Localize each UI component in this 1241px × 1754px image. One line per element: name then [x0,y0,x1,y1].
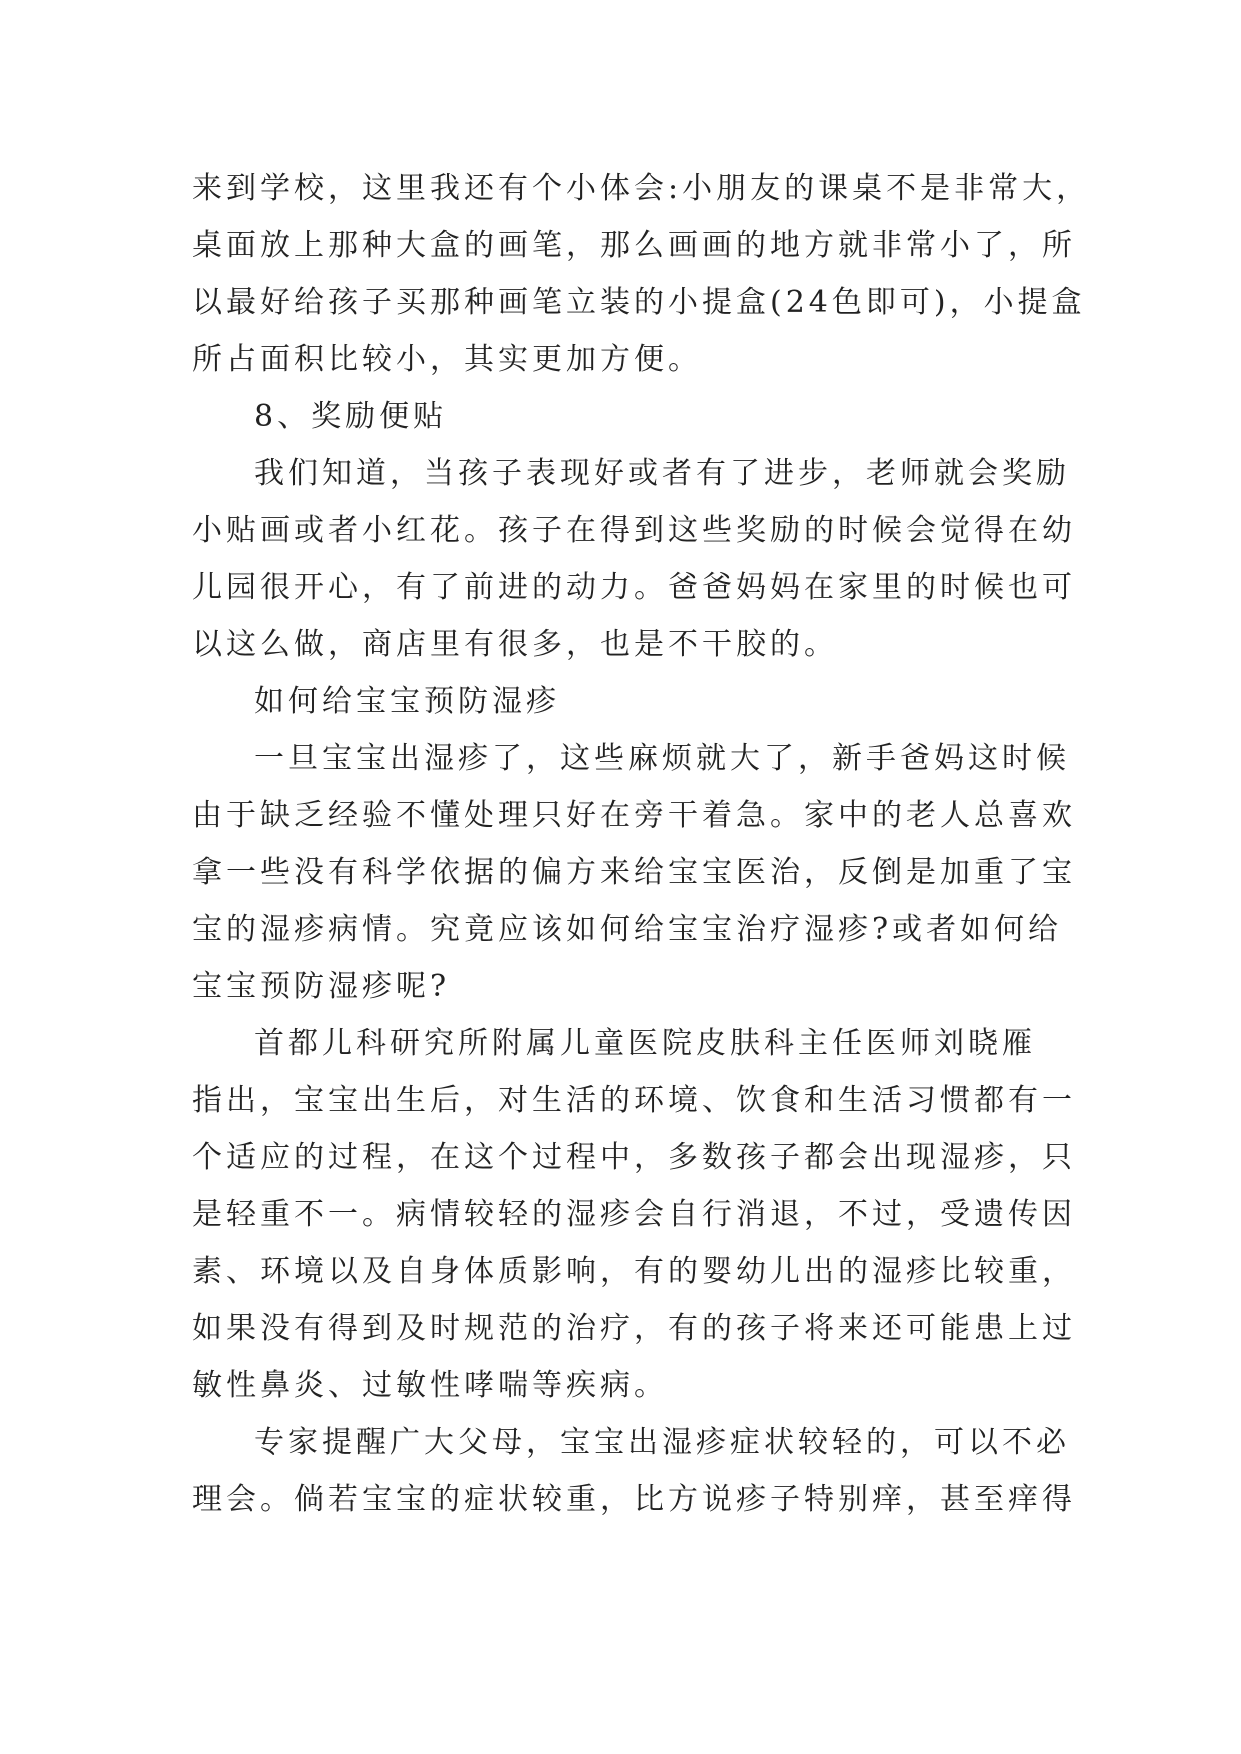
text-line: 拿一些没有科学依据的偏方来给宝宝医治，反倒是加重了宝 [192,855,1076,890]
paragraph-expert-reminder [192,1414,1076,1528]
text-line: 是轻重不一。病情较轻的湿疹会自行消退，不过，受遗传因 [192,1197,1076,1232]
paragraph-eczema-intro [192,730,1076,1015]
text-line: 专家提醒广大父母，宝宝出湿疹症状较轻的，可以不必 [254,1425,1070,1460]
text-line: 小贴画或者小红花。孩子在得到这些奖励的时候会觉得在幼 [192,513,1076,548]
text-line: 个适应的过程，在这个过程中，多数孩子都会出现湿疹，只 [192,1140,1076,1175]
text-line: 由于缺乏经验不懂处理只好在旁干着急。家中的老人总喜欢 [192,798,1076,833]
paragraph-school-desk [192,160,1091,388]
text-line: 宝宝预防湿疹呢? [192,969,451,1004]
paragraph-rewards [192,445,1076,673]
heading-reward-stickers [192,388,1052,445]
text-line: 来到学校，这里我还有个小体会:小朋友的课桌不是非常大， [192,171,1091,206]
paragraph-doctor-advice [192,1015,1076,1414]
text-line: 所占面积比较小，其实更加方便。 [192,342,702,377]
text-line: 一旦宝宝出湿疹了，这些麻烦就大了，新手爸妈这时候 [254,741,1070,776]
document-body [192,160,1091,1528]
text-line: 指出，宝宝出生后，对生活的环境、饮食和生活习惯都有一 [192,1083,1076,1118]
section-heading: 如何给宝宝预防湿疹 [254,684,560,719]
text-line: 宝的湿疹病情。究竟应该如何给宝宝治疗湿疹?或者如何给 [192,912,1063,947]
text-line: 以最好给孩子买那种画笔立装的小提盒(24色即可)，小提盒 [192,285,1086,320]
text-line: 理会。倘若宝宝的症状较重，比方说疹子特别痒，甚至痒得 [192,1482,1076,1517]
text-line: 如果没有得到及时规范的治疗，有的孩子将来还可能患上过 [192,1311,1076,1346]
text-line: 首都儿科研究所附属儿童医院皮肤科主任医师刘晓雁 [254,1026,1036,1061]
text-line: 我们知道，当孩子表现好或者有了进步，老师就会奖励 [254,456,1070,491]
heading-prevent-eczema [192,673,1052,730]
text-line: 素、环境以及自身体质影响，有的婴幼儿出的湿疹比较重， [192,1254,1076,1289]
text-line: 儿园很开心，有了前进的动力。爸爸妈妈在家里的时候也可 [192,570,1076,605]
section-heading: 8、奖励便贴 [254,399,448,434]
text-line: 桌面放上那种大盒的画笔，那么画画的地方就非常小了，所 [192,228,1076,263]
text-line: 以这么做，商店里有很多，也是不干胶的。 [192,627,838,662]
text-line: 敏性鼻炎、过敏性哮喘等疾病。 [192,1368,668,1403]
